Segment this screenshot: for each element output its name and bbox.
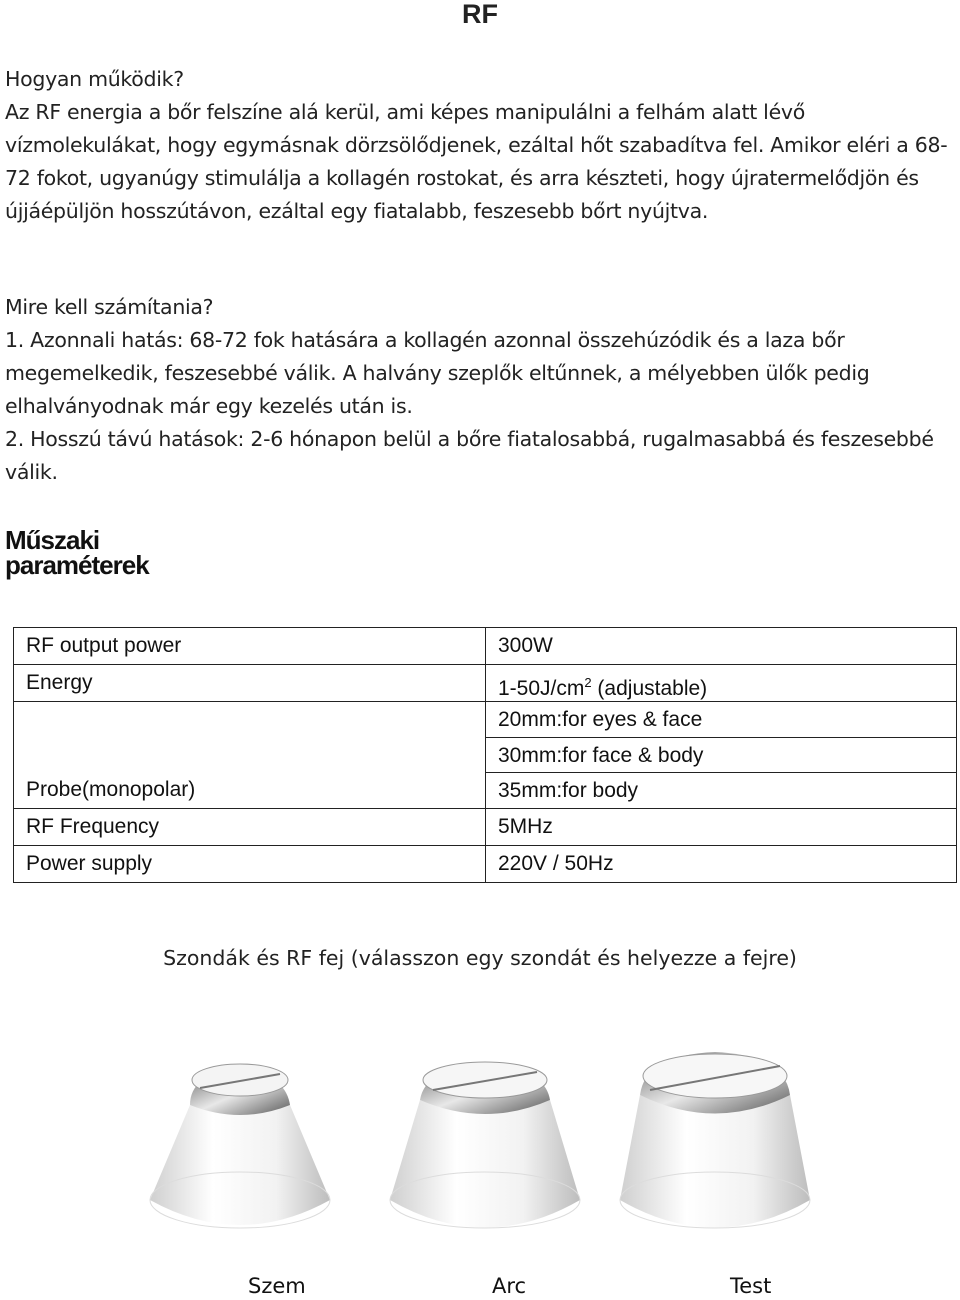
probe-value-3: 35mm:for body (498, 779, 639, 802)
how-question: Hogyan működik? (5, 67, 184, 91)
specs-heading-line2: paraméterek (5, 550, 149, 580)
probe-value-1: 20mm:for eyes & face (486, 702, 956, 738)
probe-value-2: 30mm:for face & body (486, 738, 956, 774)
probe-label-body: Test (730, 1274, 772, 1298)
expect-point-1: 1. Azonnali hatás: 68-72 fok hatására a kollagén azonnal összehúzódik és a laza bőr megemelkedik, feszesebbé válik. A halvány szeplők eltűnnek, a mélyebben ülők pedig elhalványodnak már egy kezelés után is. (5, 328, 870, 418)
supply-value: 220V / 50Hz (498, 851, 614, 875)
energy-value: $1-50J/cm^2$ (adjustable) (498, 675, 708, 700)
table-row (14, 845, 957, 882)
probes-caption: Szondák és RF fej (válasszon egy szondát és helyezze a fejre) (163, 946, 797, 970)
specs-heading-line1: Műszaki (5, 525, 100, 555)
table-row (14, 665, 957, 702)
table-row (14, 702, 957, 809)
page-title: RF (462, 0, 498, 29)
table-row (14, 808, 957, 845)
probe-label: Probe(monopolar) (26, 777, 196, 801)
probe-label-eye: Szem (248, 1274, 306, 1298)
supply-label: Power supply (26, 851, 153, 875)
freq-label: RF Frequency (26, 814, 160, 838)
expect-question: Mire kell számítania? (5, 295, 214, 319)
how-text: Az RF energia a bőr felszíne alá kerül, ami képes manipulálni a felhám alatt lévő vízmolekulákat, hogy egymásnak dörzsölődjenek, ezáltal hőt szabadítva fel. Amikor eléri a 68-72 fokot, ugyanúgy stimulálja a kollagén rostokat, és arra készteti, hogy újratermelődjön és újjáépüljön hosszútávon, ezáltal egy fiatalabb, feszesebb bőrt nyújtva. (5, 100, 948, 223)
probe-eye-image (140, 1050, 340, 1250)
freq-value: 5MHz (498, 814, 553, 838)
energy-label: Energy (26, 671, 93, 694)
probe-body-image (615, 1050, 815, 1250)
how-section (5, 63, 950, 228)
output-label: RF output power (26, 634, 182, 657)
specs-table (13, 627, 957, 883)
probe-label-face: Arc (492, 1274, 527, 1298)
expect-section (5, 291, 950, 489)
output-value: 300W (498, 634, 553, 657)
table-row (14, 628, 957, 665)
probe-face-image (385, 1050, 585, 1250)
expect-point-2: 2. Hosszú távú hatások: 2-6 hónapon belül a bőre fiatalosabbá, rugalmasabbá és feszesebbé válik. (5, 427, 934, 484)
specs-heading (5, 525, 149, 580)
